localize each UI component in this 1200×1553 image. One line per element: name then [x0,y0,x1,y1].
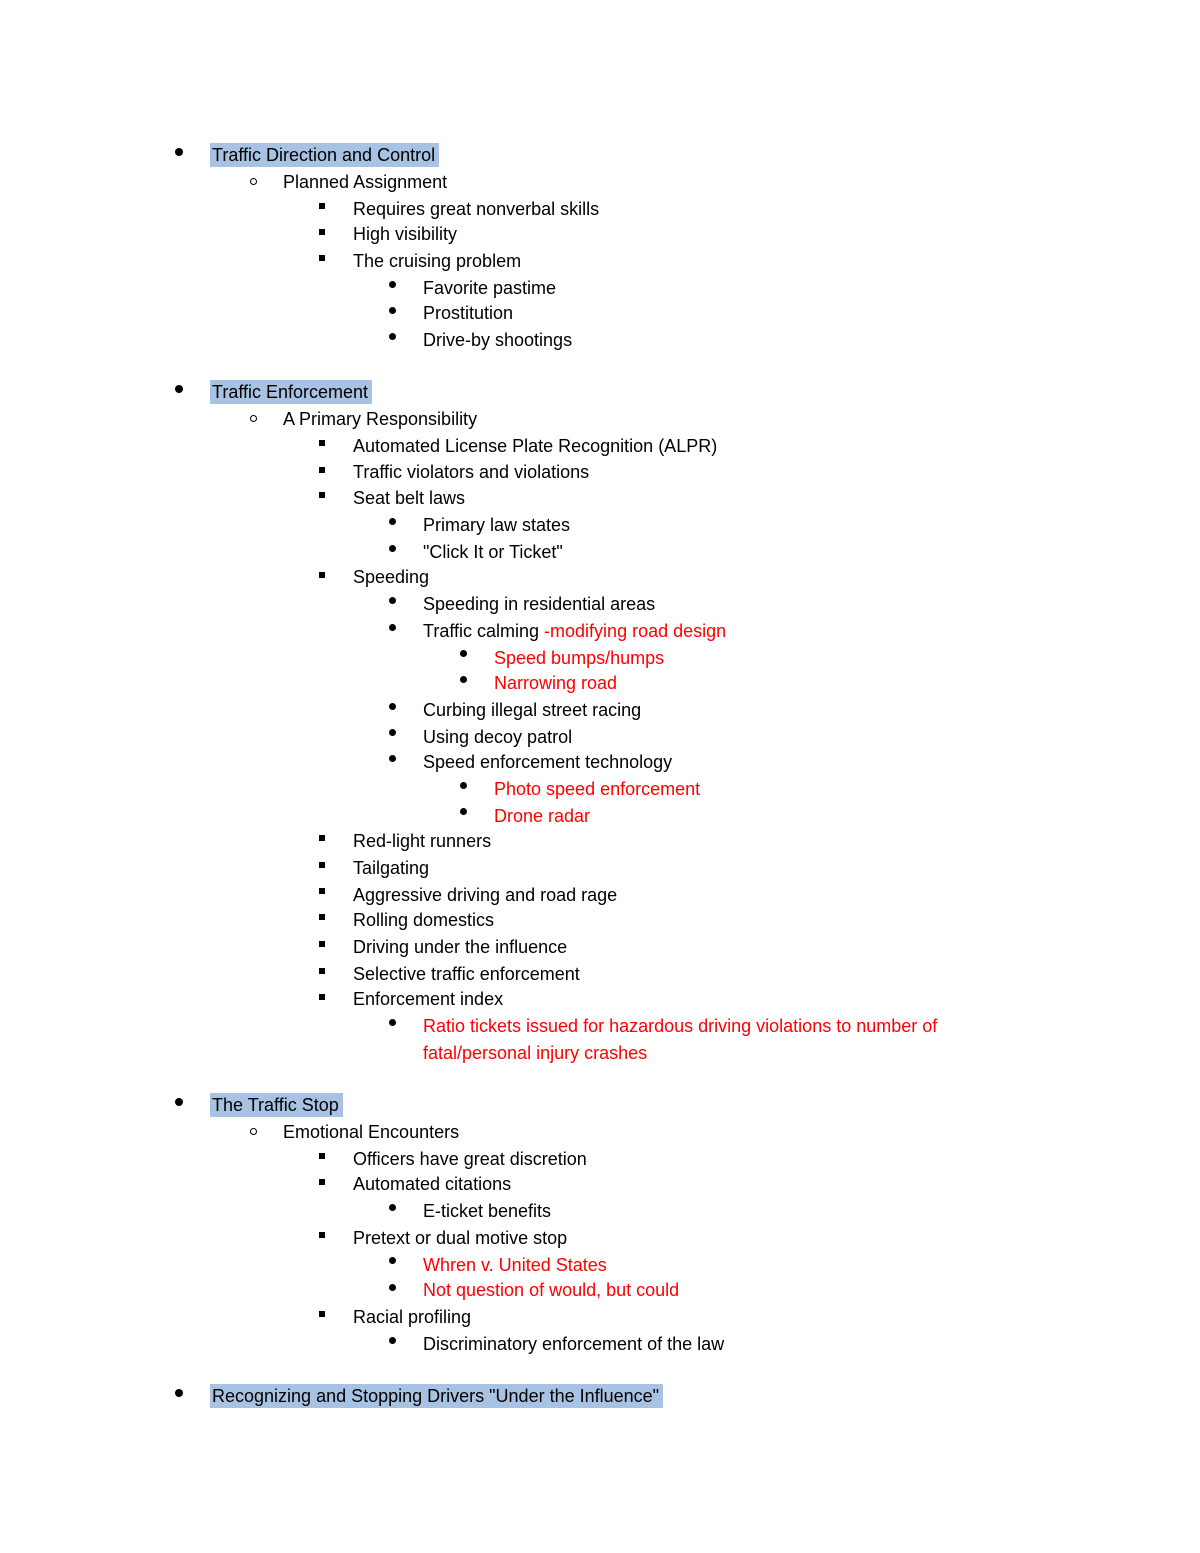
bullet-level5 [460,782,467,789]
list-item: Rolling domestics [353,910,495,930]
list-item: Automated citations [353,1174,512,1194]
annotation-item: Photo speed enforcement [494,779,701,799]
list-item: Seat belt laws [353,488,466,508]
list-item: Speeding in residential areas [423,594,656,614]
list-item: Traffic violators and violations [353,462,590,482]
bullet-level1 [175,1389,183,1397]
bullet-level3 [319,994,325,1000]
list-item: Prostitution [423,303,514,323]
list-item: "Click It or Ticket" [423,542,563,562]
list-item: Favorite pastime [423,278,557,298]
list-item: Automated License Plate Recognition (ALPR) [353,436,718,456]
list-item: Selective traffic enforcement [353,964,580,984]
bullet-level3 [319,572,325,578]
section-heading-traffic-stop: The Traffic Stop [212,1094,343,1116]
bullet-level3 [319,968,325,974]
list-item: Curbing illegal street racing [423,700,642,720]
list-item: Speed enforcement technology [423,752,673,772]
bullet-level1 [175,148,183,156]
bullet-level4 [389,729,396,736]
bullet-level4 [389,545,396,552]
bullet-level3 [319,1311,325,1317]
bullet-level3 [319,255,325,261]
list-item: Primary law states [423,515,571,535]
bullet-level4 [389,518,396,525]
subheading-emotional-encounters: Emotional Encounters [283,1122,460,1142]
subheading-planned-assignment: Planned Assignment [283,172,448,192]
list-item: The cruising problem [353,251,522,271]
annotation-note: -modifying road design [544,621,727,641]
list-item: Requires great nonverbal skills [353,199,600,219]
list-item: Using decoy patrol [423,727,573,747]
bullet-level3 [319,467,325,473]
bullet-level3 [319,1232,325,1238]
bullet-level5 [460,808,467,815]
bullet-level3 [319,835,325,841]
bullet-level3 [319,914,325,920]
bullet-level4 [389,1204,396,1211]
bullet-level4 [389,1337,396,1344]
annotation-item: Speed bumps/humps [494,648,665,668]
bullet-level3 [319,1153,325,1159]
bullet-level4 [389,1284,396,1291]
subheading-primary-responsibility: A Primary Responsibility [283,409,478,429]
annotation-item-continued: fatal/personal injury crashes [423,1043,648,1063]
annotation-item: Drone radar [494,806,591,826]
bullet-level2 [250,415,257,422]
bullet-level3 [319,203,325,209]
bullet-level3 [319,941,325,947]
annotation-item: Narrowing road [494,673,618,693]
bullet-level4 [389,624,396,631]
list-item: High visibility [353,224,458,244]
list-item-traffic-calming: Traffic calming -modifying road design [423,621,727,641]
bullet-level3 [319,888,325,894]
annotation-item: Whren v. United States [423,1255,607,1275]
list-item: Racial profiling [353,1307,472,1327]
bullet-level3 [319,440,325,446]
bullet-level2 [250,178,257,185]
list-item: Tailgating [353,858,430,878]
bullet-level5 [460,650,467,657]
list-item: Pretext or dual motive stop [353,1228,568,1248]
bullet-level2 [250,1128,257,1135]
list-item: Discriminatory enforcement of the law [423,1334,725,1354]
list-item: Drive-by shootings [423,330,573,350]
annotation-item: Not question of would, but could [423,1280,680,1300]
bullet-level3 [319,1179,325,1185]
bullet-level4 [389,703,396,710]
list-item: Aggressive driving and road rage [353,885,618,905]
list-item: Red-light runners [353,831,492,851]
bullet-level4 [389,333,396,340]
list-item-speeding: Speeding [353,567,430,587]
bullet-level1 [175,385,183,393]
list-item: Enforcement index [353,989,504,1009]
section-heading-under-the-influence: Recognizing and Stopping Drivers "Under the Influence" [212,1385,663,1407]
bullet-level4 [389,1257,396,1264]
bullet-level4 [389,307,396,314]
bullet-level4 [389,597,396,604]
bullet-level3 [319,492,325,498]
list-item: E-ticket benefits [423,1201,552,1221]
section-heading-traffic-direction: Traffic Direction and Control [212,144,439,166]
bullet-level3 [319,229,325,235]
bullet-level3 [319,862,325,868]
bullet-level4 [389,281,396,288]
bullet-level4 [389,1019,396,1026]
list-item: Officers have great discretion [353,1149,587,1169]
section-heading-traffic-enforcement: Traffic Enforcement [212,381,372,403]
bullet-level1 [175,1098,183,1106]
list-item: Driving under the influence [353,937,568,957]
annotation-item: Ratio tickets issued for hazardous driving violations to number of [423,1016,938,1036]
bullet-level5 [460,676,467,683]
bullet-level4 [389,755,396,762]
